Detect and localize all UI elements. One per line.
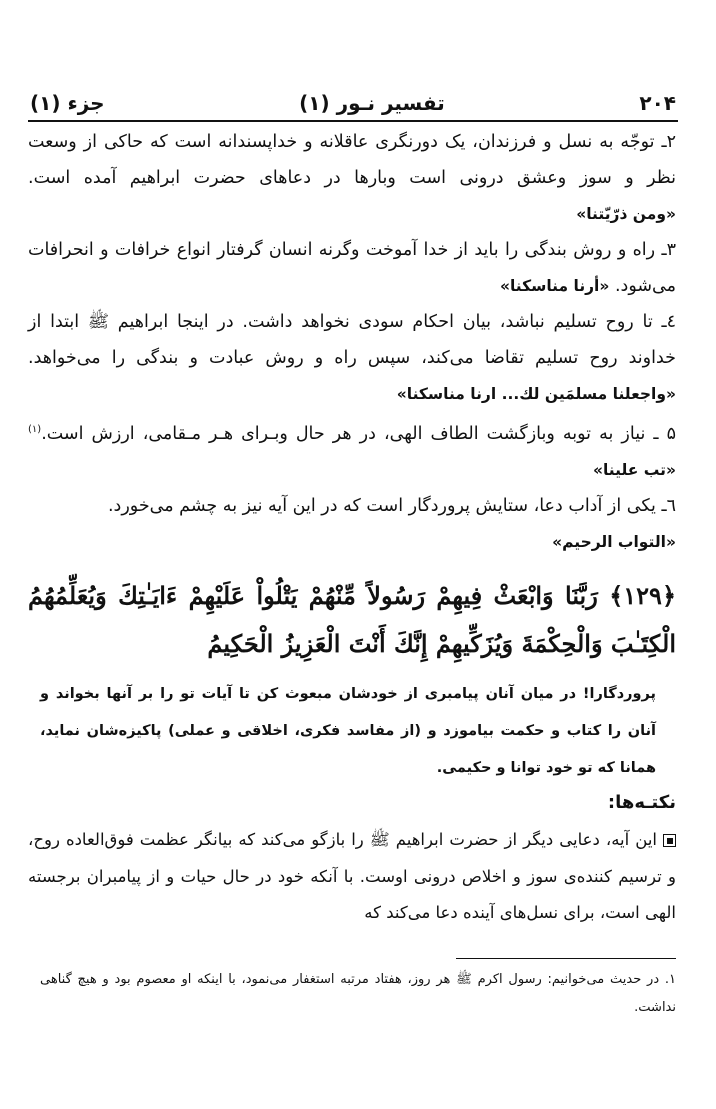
footnote: ۱. در حدیث می‌خوانیم: رسول اکرم ﷺ هر روز، هفتاد مرتبه استغفار می‌نمود، با اینکه او معصوم بود و هیچ گناهی نداشت. [40, 972, 676, 1015]
verse-translation: پروردگارا! در میان آنان پیامبری از خودشان مبعوث کن تا آیات تو را بر آنها بخواند و آنان را کتاب و حکمت بیاموزد و (از مفاسد فکری، اخلاقی و عملی) پاکیزه‌شان نماید، همانا که تو خود توانا و حکیمی. [40, 686, 656, 776]
point-quote: «أرنا مناسکنا» [499, 277, 610, 295]
point-quote: «واجعلنا مسلمَین لك... ارنا مناسکنا» [396, 385, 676, 403]
point-item [28, 232, 676, 304]
point-text: ٤ـ تا روح تسلیم نباشد، بیان احکام سودی نخواهد داشت. در اینجا ابراهیم ﷺ ابتدا از خداوند روح تسلیم تقاضا می‌کند، سپس راه و روش عبادت و بندگی را می‌خواهد. [28, 312, 676, 368]
point-quote: «التواب الرحیم» [552, 532, 676, 551]
footnote-reference: (۱) [28, 424, 42, 435]
point-text: ۲ـ توجّه به نسل و فرزندان، یک دورنگری عاقلانه و خداپسندانه است که حاکی از وسعت نظر و سوز وعشق درونی است وبارها در دعاهای حضرت ابراهیم آمده است. [28, 132, 676, 188]
part-label: جزء (۱) [30, 91, 105, 115]
points-list [28, 124, 676, 560]
notes-text: این آیه، دعایی دیگر از حضرت ابراهیم ﷺ را بازگو می‌کند که بیانگر عظمت فوق‌العاده روح، و ترسیم کننده‌ی سوز و اخلاص درونی اوست. با آنکه خود در حال حیات و از پیامبران برجسته الهی است، برای نسل‌های آینده دعا می‌کند که [28, 830, 676, 922]
point-quote: «تب علینا» [592, 460, 676, 479]
point-quote: «ومن ذرّیّتنا» [576, 205, 676, 223]
point-item [28, 304, 676, 412]
point-item [28, 488, 676, 560]
page-header [30, 86, 676, 120]
point-text: ۵ ـ نیاز به توبه وبازگشت الطاف الهی، در هر حال وبـرای هـر مـقامی، ارزش است. [41, 423, 676, 444]
page-number: ۲۰۴ [639, 91, 676, 115]
footnote-divider [456, 958, 676, 959]
notes-paragraph [28, 822, 676, 932]
square-bullet-icon [663, 834, 676, 847]
book-title: تفسیر نـور (۱) [299, 91, 445, 115]
header-divider [28, 120, 678, 122]
point-item [28, 124, 676, 232]
point-text: ٦ـ یکی از آداب دعا، ستایش پروردگار است که در این آیه نیز به چشم می‌خورد. [107, 495, 676, 516]
point-text: ۳ـ راه و روش بندگی را باید از خدا آموخت وگرنه انسان گرفتار انواع خرافات و انحرافات می‌شود. [28, 240, 676, 296]
quran-verse: ﴿۱۲۹﴾ رَبَّنَا وَابْعَثْ فِيهِمْ رَسُولاً مِّنْهُمْ يَتْلُواْ عَلَيْهِمْ ءَايَـٰتِكَ وَيُعَلِّمُهُمُ الْكِتَـٰبَ وَالْحِكْمَةَ وَيُزَكِّيهِمْ إِنَّكَ أَنْتَ الْعَزِيزُ الْحَكِيمُ [28, 581, 676, 658]
point-item [28, 412, 676, 488]
notes-heading: نکتـه‌ها: [607, 792, 676, 813]
